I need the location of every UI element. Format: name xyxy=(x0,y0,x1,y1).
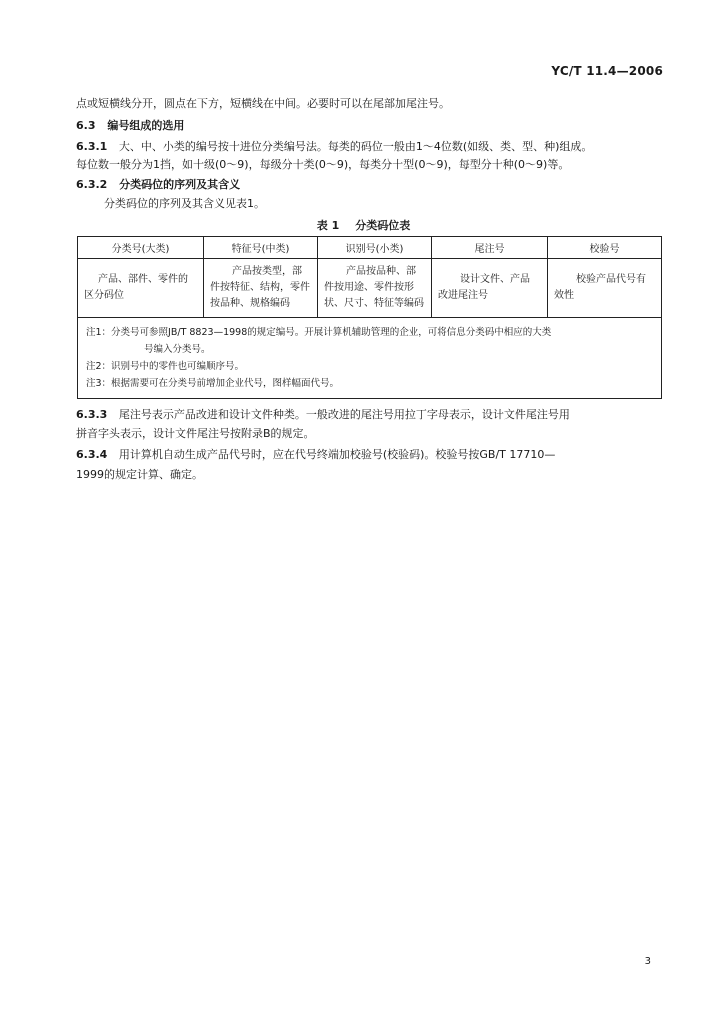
note-1-continued: 号编入分类号。 xyxy=(144,344,211,355)
note-2: 注2：识别号中的零件也可编顺序号。 xyxy=(86,361,245,372)
cell-classification-desc: 产品、部件、零件的 区分码位 xyxy=(78,259,204,318)
paragraph-text: 尾注号表示产品改进和设计文件种类。一般改进的尾注号用拉丁字母表示，设计文件尾注号用 xyxy=(118,408,570,421)
table-label: 表 1 xyxy=(316,219,340,232)
section-6-3-1-line1 xyxy=(76,139,667,154)
section-6-3-3-line2: 拼音字头表示，设计文件尾注号按附录B的规定。 xyxy=(76,427,315,440)
section-number: 6.3.2 xyxy=(76,178,108,191)
section-title: 分类码位的序列及其含义 xyxy=(119,178,241,191)
header-feature-no: 特征号(中类) xyxy=(204,237,318,259)
classification-table xyxy=(77,236,662,399)
header-identification-no: 识别号(小类) xyxy=(318,237,432,259)
page-number: 3 xyxy=(644,956,651,967)
intro-paragraph: 点或短横线分开，圆点在下方，短横线在中间。必要时可以在尾部加尾注号。 xyxy=(76,97,450,110)
cell-feature-desc: 产品按类型，部 件按特征、结构，零件 按品种、规格编码 xyxy=(204,259,318,318)
table-row xyxy=(78,259,662,318)
note-1: 注1：分类号可参照JB/T 8823—1998的规定编号。开展计算机辅助管理的企业，可将信息分类码中相应的大类 xyxy=(86,327,552,338)
table-caption: 分类码位表 xyxy=(355,219,411,232)
standard-code: YC/T 11.4—2006 xyxy=(551,64,663,78)
section-number: 6.3.3 xyxy=(76,408,108,421)
note-3: 注3：根据需要可在分类号前增加企业代号，图样幅面代号。 xyxy=(86,378,340,389)
section-number: 6.3 xyxy=(76,119,96,132)
section-6-3-2-heading xyxy=(76,177,667,192)
cell-check-desc: 校验产品代号有 效性 xyxy=(548,259,662,318)
paragraph-text: 大、中、小类的编号按十进位分类编号法。每类的码位一般由1～4位数(如级、类、型、种)组成。 xyxy=(118,140,593,153)
table-header-row xyxy=(78,237,662,259)
table-title xyxy=(0,217,727,233)
cell-identification-desc: 产品按品种、部 件按用途、零件按形 状、尺寸、特征等编码 xyxy=(318,259,432,318)
section-title: 编号组成的选用 xyxy=(107,119,185,132)
cell-suffix-desc: 设计文件、产品 改进尾注号 xyxy=(432,259,548,318)
table-notes-row xyxy=(78,318,662,399)
section-6-3-1-line2: 每位数一般分为1挡，如十级(0～9)，每级分十类(0～9)，每类分十型(0～9)，每型分十种(0～9)等。 xyxy=(76,158,570,171)
section-6-3-3-line1 xyxy=(76,407,667,422)
section-6-3-heading xyxy=(76,118,667,133)
paragraph-text: 用计算机自动生成产品代号时，应在代号终端加校验号(校验码)。校验号按GB/T 17710— xyxy=(118,448,556,461)
table-notes xyxy=(78,318,662,399)
section-6-3-4-line1 xyxy=(76,447,667,462)
header-check-no: 校验号 xyxy=(548,237,662,259)
header-classification-no: 分类号(大类) xyxy=(78,237,204,259)
header-suffix-no: 尾注号 xyxy=(432,237,548,259)
section-6-3-4-line2: 1999的规定计算、确定。 xyxy=(76,468,203,481)
section-number: 6.3.4 xyxy=(76,448,108,461)
section-number: 6.3.1 xyxy=(76,140,108,153)
section-6-3-2-text: 分类码位的序列及其含义见表1。 xyxy=(104,197,265,210)
